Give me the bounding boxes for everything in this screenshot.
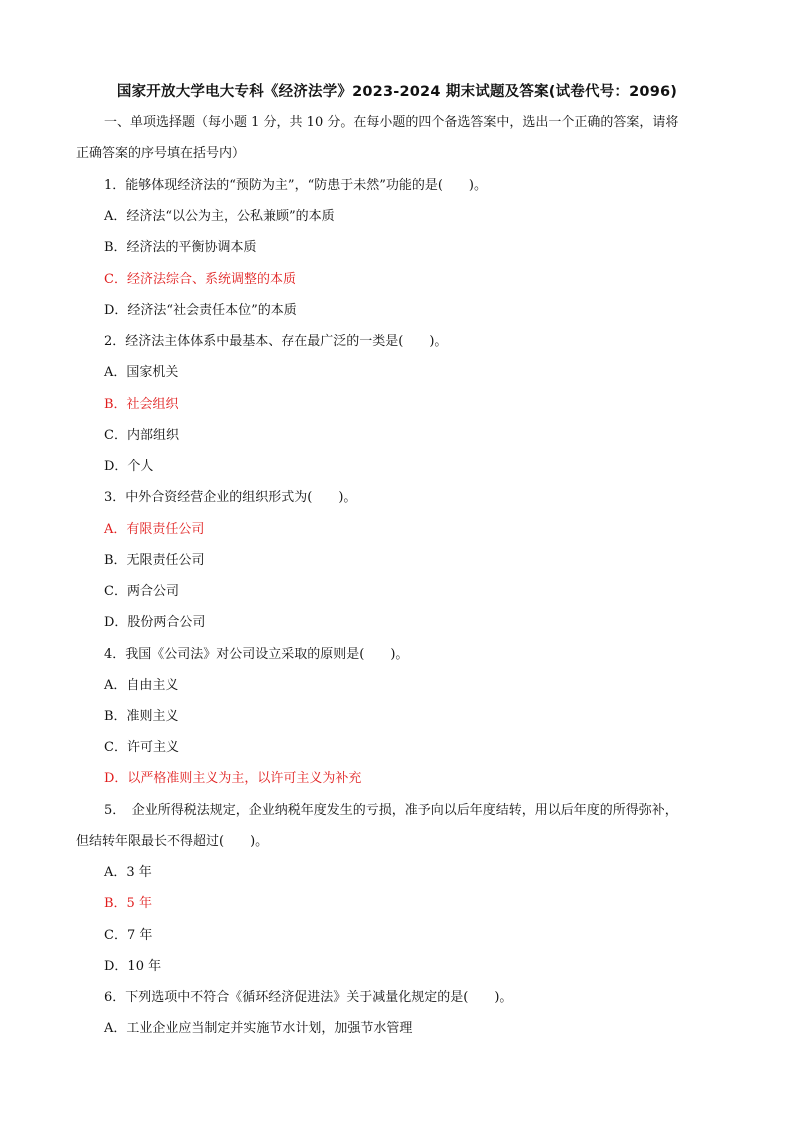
question-5-option-b-answer: B．5 年 (104, 896, 152, 911)
section-heading-line2: 正确答案的序号填在括号内） (76, 146, 246, 161)
question-5-option-a: A．3 年 (104, 865, 152, 880)
question-4-option-d-answer: D．以严格准则主义为主，以许可主义为补充 (104, 771, 362, 786)
question-1-option-d: D．经济法“社会责任本位”的本质 (104, 303, 297, 318)
question-5-stem-line2: 但结转年限最长不得超过( )。 (76, 834, 269, 849)
question-1-option-b: B．经济法的平衡协调本质 (104, 240, 257, 255)
question-3-option-b: B．无限责任公司 (104, 553, 205, 568)
question-3-option-a-answer: A．有限责任公司 (104, 522, 205, 537)
question-2-option-d: D．个人 (104, 459, 154, 474)
question-3-stem: 3．中外合资经营企业的组织形式为( )。 (104, 490, 357, 505)
question-5-stem-line1: 5． 企业所得税法规定，企业纳税年度发生的亏损，准予向以后年度结转，用以后年度的所得弥补， (104, 803, 678, 818)
question-3-option-d: D．股份两合公司 (104, 615, 206, 630)
question-6-option-a: A．工业企业应当制定并实施节水计划，加强节水管理 (104, 1021, 413, 1036)
question-2-stem: 2．经济法主体体系中最基本、存在最广泛的一类是( )。 (104, 334, 448, 349)
question-1-option-c-answer: C．经济法综合、系统调整的本质 (104, 272, 296, 287)
question-1-option-a: A．经济法“以公为主，公私兼顾”的本质 (104, 209, 335, 224)
question-4-stem: 4．我国《公司法》对公司设立采取的原则是( )。 (104, 647, 409, 662)
question-3-option-c: C．两合公司 (104, 584, 179, 599)
exam-title: 国家开放大学电大专科《经济法学》2023-2024 期末试题及答案(试卷代号：2096) (116, 84, 678, 100)
question-4-option-c: C．许可主义 (104, 740, 179, 755)
question-2-option-c: C．内部组织 (104, 428, 179, 443)
question-4-option-a: A．自由主义 (104, 678, 179, 693)
question-4-option-b: B．准则主义 (104, 709, 179, 724)
question-1-stem: 1．能够体现经济法的“预防为主”，“防患于未然”功能的是( )。 (104, 178, 487, 193)
question-2-option-a: A．国家机关 (104, 365, 179, 380)
question-2-option-b-answer: B．社会组织 (104, 397, 179, 412)
question-5-option-d: D．10 年 (104, 959, 162, 974)
question-6-stem: 6．下列选项中不符合《循环经济促进法》关于减量化规定的是( )。 (104, 990, 513, 1005)
question-5-option-c: C．7 年 (104, 928, 153, 943)
section-heading-line1: 一、单项选择题（每小题 1 分，共 10 分。在每小题的四个备选答案中，选出一个正确的答案，请将 (104, 115, 679, 130)
